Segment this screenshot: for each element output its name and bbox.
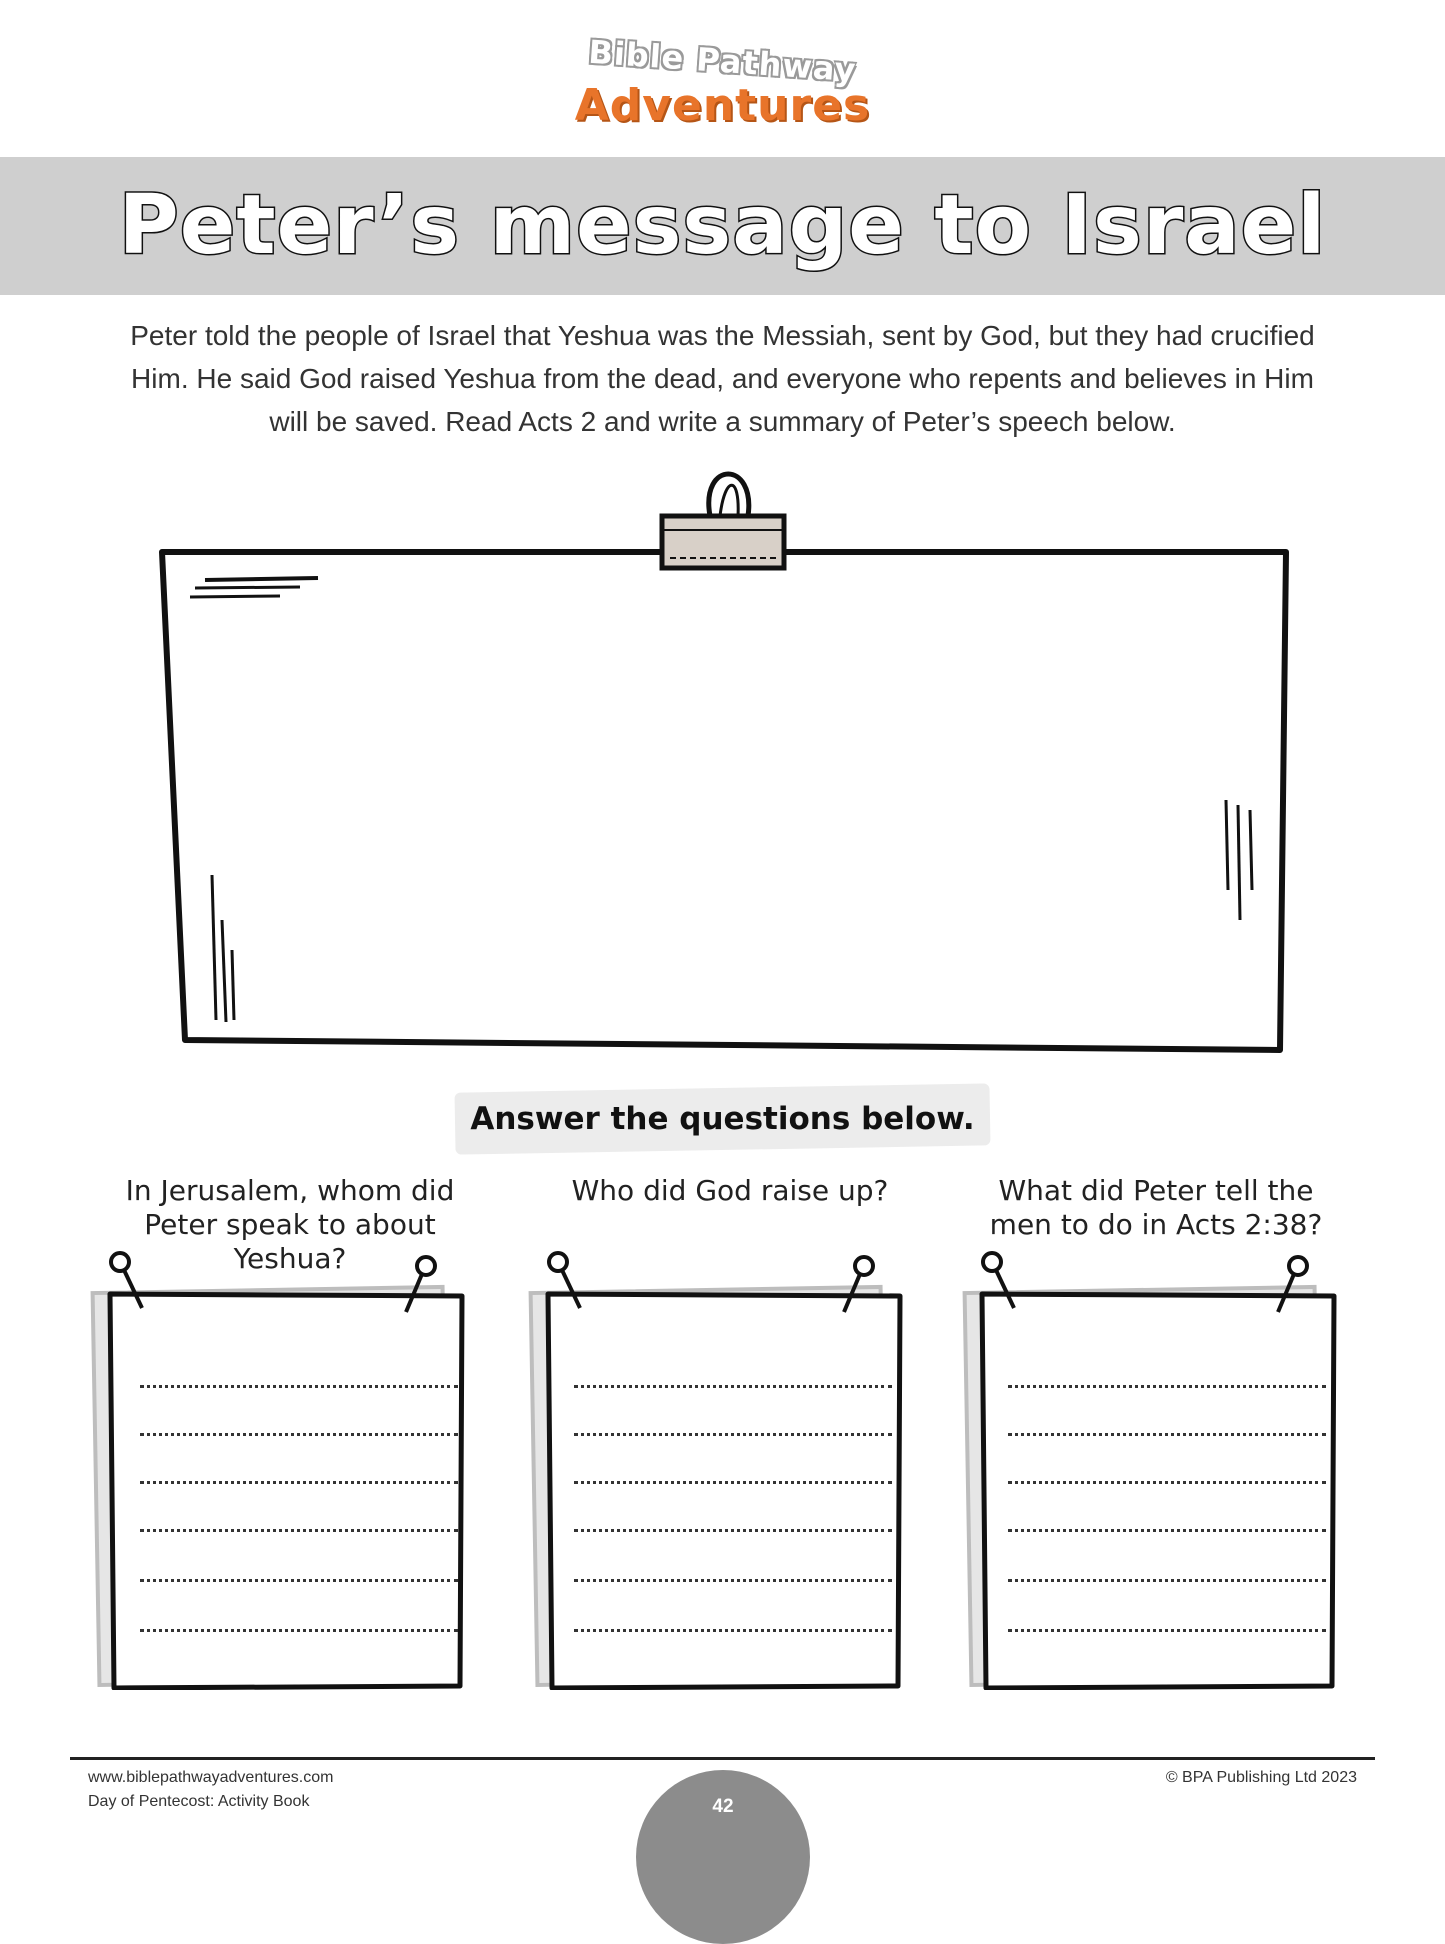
logo-line-1: Bible Pathway [587,32,858,90]
page-title: Peter’s message to Israel [118,178,1327,273]
answer-line[interactable] [574,1529,892,1532]
question-3-note [962,1250,1342,1690]
page-number: 42 [712,1796,734,1817]
answer-line[interactable] [574,1433,892,1436]
binder-clip-icon [662,474,784,568]
answer-line[interactable] [1008,1629,1326,1632]
footer-website[interactable]: www.biblepathwayadventures.com [88,1769,334,1786]
answer-line[interactable] [574,1481,892,1484]
answer-line[interactable] [1008,1481,1326,1484]
answer-line[interactable] [574,1579,892,1582]
footer-divider [70,1757,1375,1760]
question-2-note [528,1250,908,1690]
question-3-label: What did Peter tell the men to do in Acts 2:38? [989,1174,1323,1241]
logo-line-2: Adventures [574,80,871,131]
answer-line[interactable] [1008,1385,1326,1388]
answer-line[interactable] [140,1629,458,1632]
answer-line[interactable] [1008,1433,1326,1436]
question-1-label: In Jerusalem, whom did Peter speak to about Yeshua? [125,1174,455,1275]
question-2-label: Who did God raise up? [571,1174,889,1207]
logo [0,30,1445,140]
answer-line[interactable] [140,1481,458,1484]
summary-board[interactable] [150,450,1300,1060]
question-1-note [90,1250,470,1690]
answer-line[interactable] [1008,1529,1326,1532]
intro-paragraph: Peter told the people of Israel that Yeshua was the Messiah, sent by God, but they had crucified Him. He said God raised Yeshua from the dead, and everyone who repents and believes in Him will be saved. Read Acts 2 and write a summary of Peter’s speech below. [130,320,1315,437]
footer-copyright: © BPA Publishing Ltd 2023 [1165,1769,1357,1786]
footer-left [88,1766,333,1814]
answer-line[interactable] [140,1529,458,1532]
answer-line[interactable] [140,1579,458,1582]
answer-line[interactable] [140,1385,458,1388]
answer-line[interactable] [574,1629,892,1632]
title-band [0,157,1445,295]
answer-line[interactable] [574,1385,892,1388]
footer-book-title: Day of Pentecost: Activity Book [88,1793,310,1810]
answer-line[interactable] [140,1433,458,1436]
answer-heading: Answer the questions below. [470,1101,975,1137]
answer-line[interactable] [1008,1579,1326,1582]
